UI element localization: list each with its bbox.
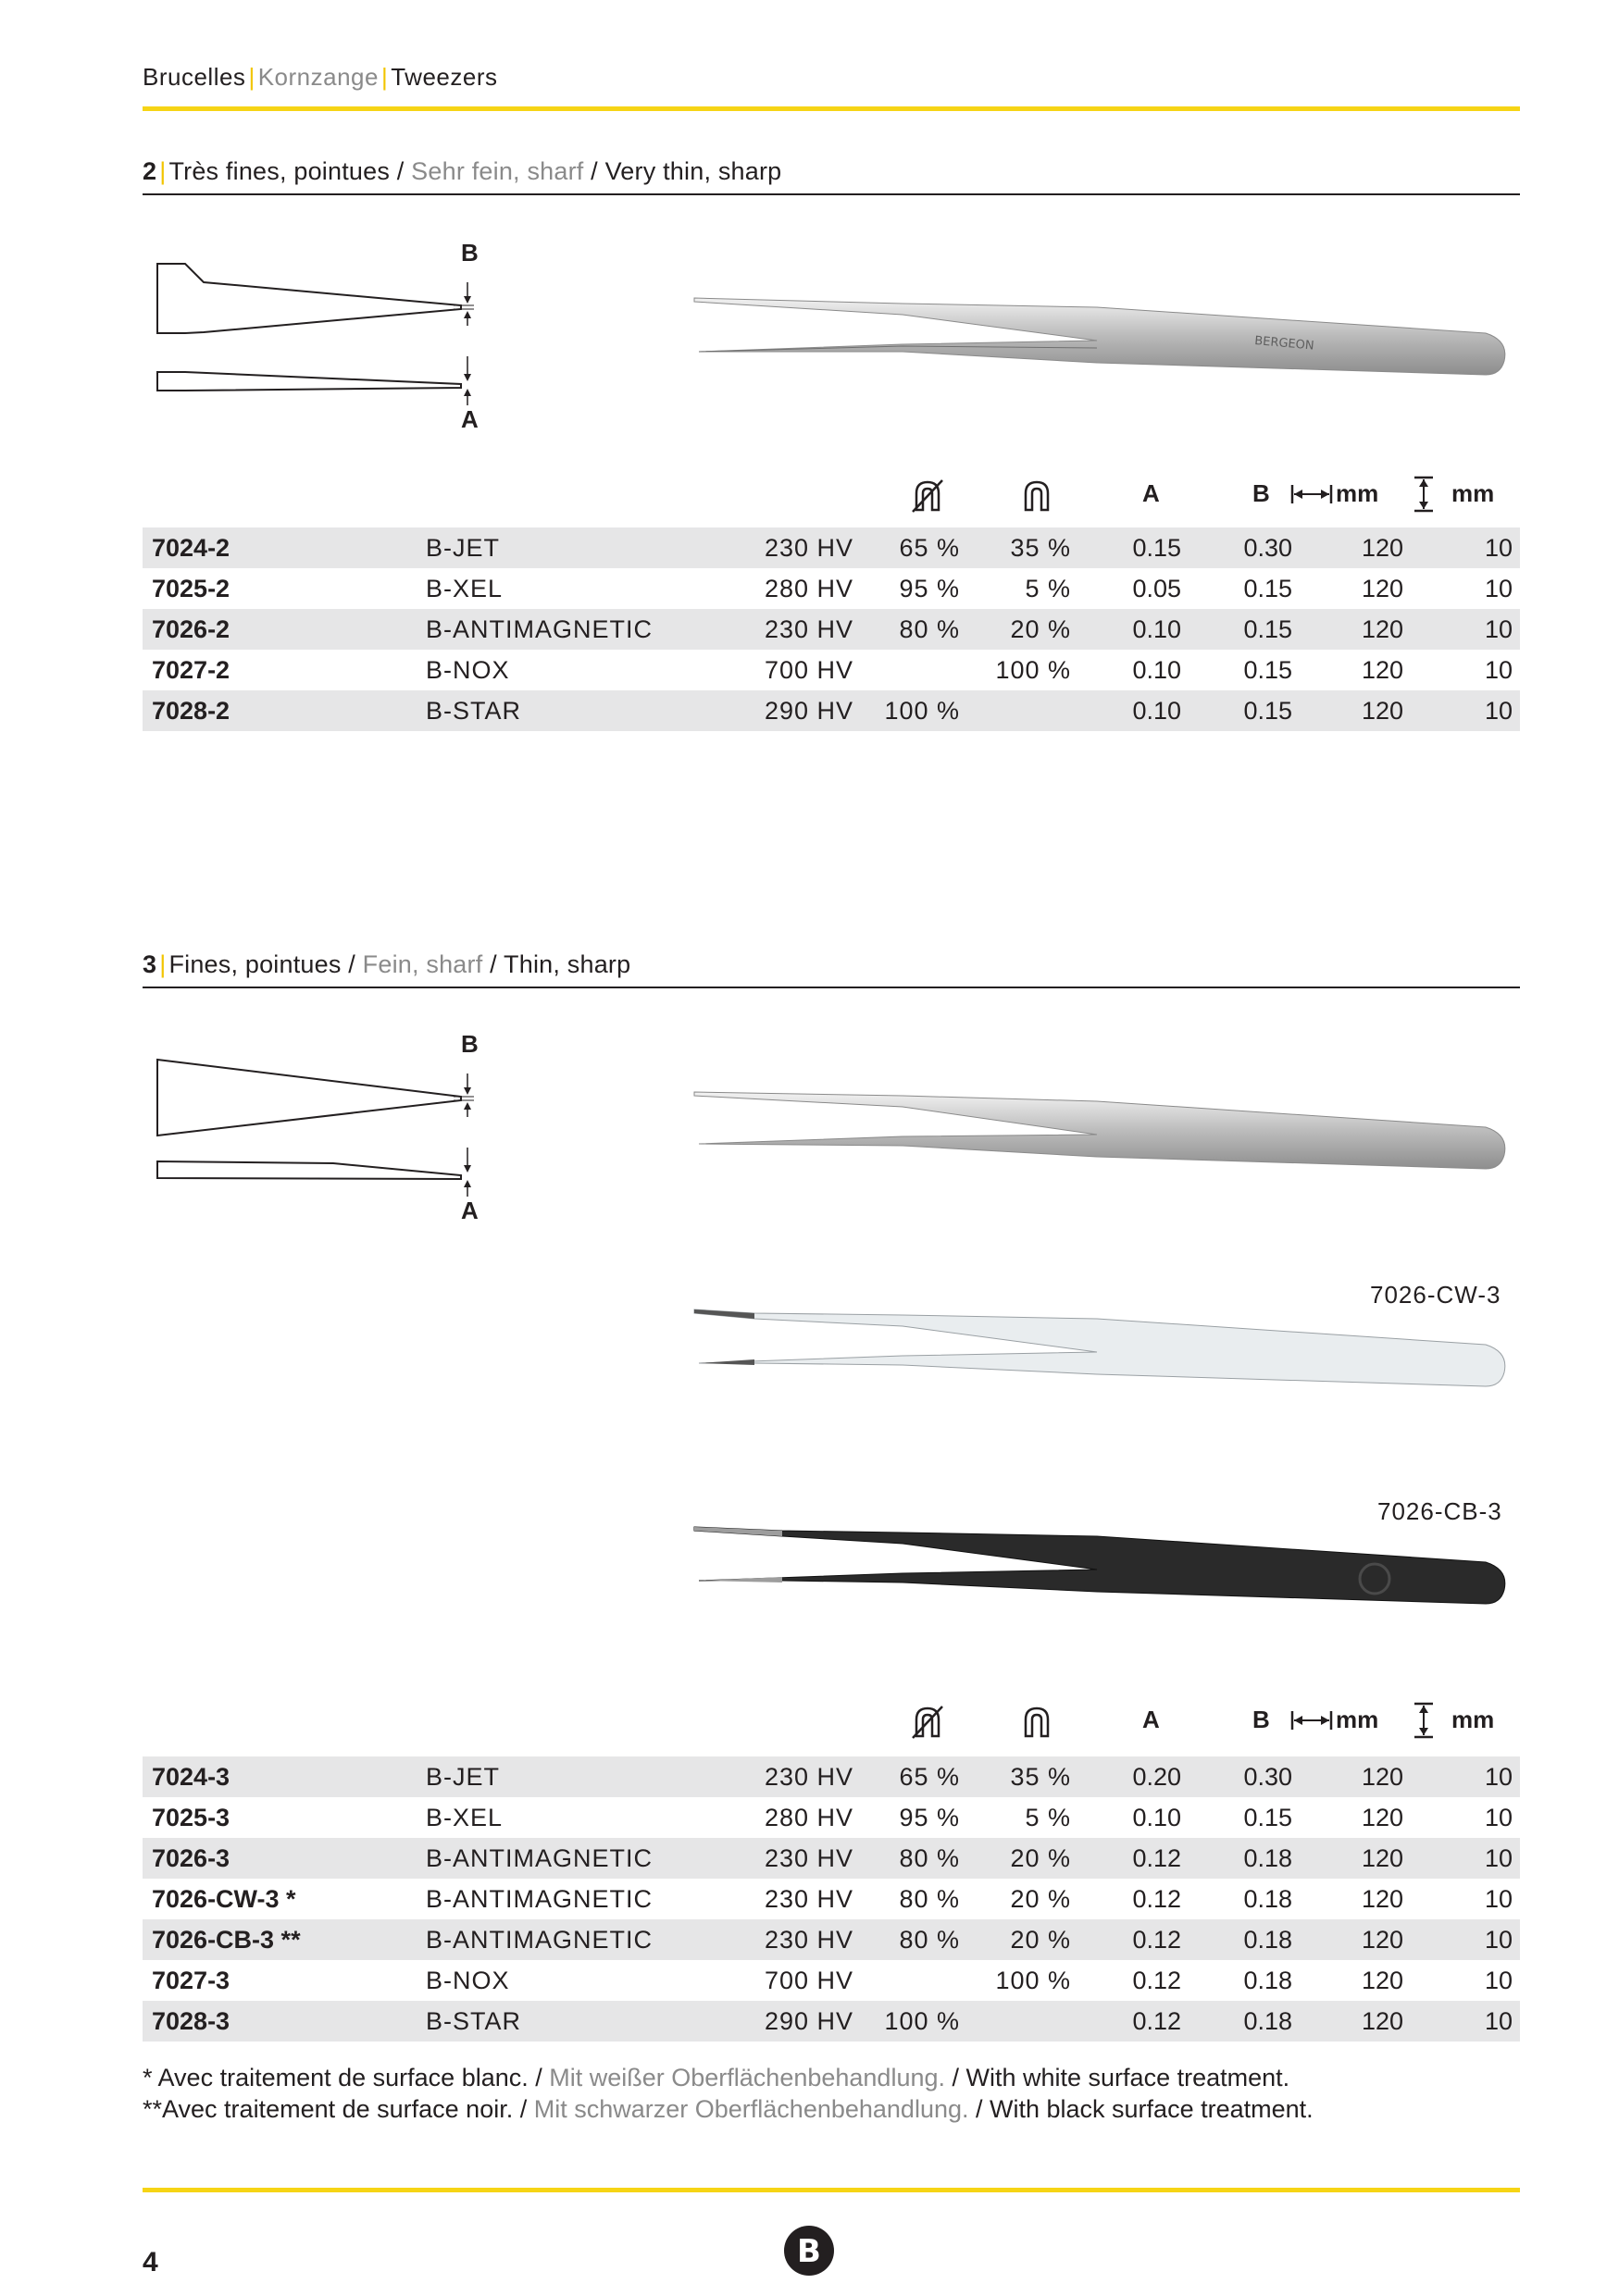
cell-nonmagnetic: 80 % bbox=[899, 1844, 960, 1872]
footnote-de: Mit weißer Oberflächenbehandlung. bbox=[549, 2064, 945, 2091]
section2-label-a: A bbox=[461, 405, 479, 433]
cell-code: 7026-2 bbox=[152, 615, 230, 643]
cell-name: B-JET bbox=[426, 534, 501, 562]
cell-length: 120 bbox=[1361, 1844, 1403, 1872]
cell-b: 0.15 bbox=[1243, 1804, 1292, 1831]
col-header-a: A bbox=[1142, 479, 1160, 507]
cell-hardness: 280 HV bbox=[764, 1804, 853, 1831]
cell-width: 10 bbox=[1484, 697, 1513, 725]
cell-a: 0.12 bbox=[1132, 2007, 1181, 2035]
cell-code: 7024-2 bbox=[152, 534, 230, 562]
section3-tweezer-image bbox=[690, 1081, 1523, 1183]
section2-label-b: B bbox=[461, 239, 479, 267]
cell-hardness: 230 HV bbox=[764, 1885, 853, 1913]
section2-title: 2 | Très fines, pointues / Sehr fein, sharf / Very thin, sharp bbox=[143, 157, 782, 185]
section3-label-a: A bbox=[461, 1197, 479, 1224]
cell-length: 120 bbox=[1361, 1967, 1403, 1994]
cell-name: B-ANTIMAGNETIC bbox=[426, 1926, 654, 1954]
section3-label-b: B bbox=[461, 1030, 479, 1058]
cell-magnetic: 20 % bbox=[1010, 1885, 1071, 1913]
table-row bbox=[143, 527, 1520, 568]
cell-hardness: 230 HV bbox=[764, 1763, 853, 1791]
cell-name: B-NOX bbox=[426, 1967, 510, 1994]
cell-a: 0.10 bbox=[1132, 615, 1181, 643]
table-row bbox=[143, 1960, 1520, 2001]
table-row bbox=[143, 1838, 1520, 1879]
cell-hardness: 700 HV bbox=[764, 656, 853, 684]
cell-nonmagnetic: 65 % bbox=[899, 534, 960, 562]
footnote-fr: Avec traitement de surface noir. / bbox=[162, 2095, 534, 2123]
footnote-white bbox=[143, 2064, 1289, 2092]
cell-nonmagnetic: 80 % bbox=[899, 1885, 960, 1913]
footnote-fr: Avec traitement de surface blanc. / bbox=[157, 2064, 550, 2091]
cell-code: 7025-3 bbox=[152, 1804, 230, 1831]
cell-hardness: 230 HV bbox=[764, 1926, 853, 1954]
col-header-len-unit: mm bbox=[1336, 479, 1379, 507]
magnet-icon bbox=[1018, 477, 1055, 514]
cell-code: 7027-3 bbox=[152, 1967, 230, 1994]
brand-logo-icon bbox=[783, 2225, 835, 2277]
section2-tweezer-image bbox=[690, 287, 1523, 389]
cell-length: 120 bbox=[1361, 1926, 1403, 1954]
page-number: 4 bbox=[143, 2247, 158, 2277]
cell-magnetic: 5 % bbox=[1025, 1804, 1071, 1831]
table-row bbox=[143, 568, 1520, 609]
cell-code: 7028-2 bbox=[152, 697, 230, 725]
section3-rule bbox=[143, 987, 1520, 988]
footnote-black bbox=[143, 2095, 1314, 2124]
cell-b: 0.18 bbox=[1243, 2007, 1292, 2035]
section3-title-fr: Fines, pointues bbox=[168, 950, 342, 978]
footnote-en: / With white surface treatment. bbox=[945, 2064, 1290, 2091]
section3-title-en: Thin, sharp bbox=[504, 950, 631, 978]
cell-a: 0.15 bbox=[1132, 534, 1181, 562]
cell-name: B-ANTIMAGNETIC bbox=[426, 615, 654, 643]
section3-table bbox=[143, 1756, 1520, 2042]
cell-length: 120 bbox=[1361, 697, 1403, 725]
cell-magnetic: 35 % bbox=[1010, 534, 1071, 562]
cell-length: 120 bbox=[1361, 2007, 1403, 2035]
cell-nonmagnetic: 95 % bbox=[899, 575, 960, 602]
cell-magnetic: 5 % bbox=[1025, 575, 1071, 602]
black-tweezer-image bbox=[690, 1516, 1523, 1618]
cell-magnetic: 100 % bbox=[995, 1967, 1071, 1994]
table-row bbox=[143, 2001, 1520, 2042]
section3-number: 3 bbox=[143, 950, 157, 978]
cell-width: 10 bbox=[1484, 1967, 1513, 1994]
cell-b: 0.15 bbox=[1243, 575, 1292, 602]
table-row bbox=[143, 1756, 1520, 1797]
running-header: Brucelles | Kornzange | Tweezers bbox=[143, 63, 498, 91]
table-row bbox=[143, 650, 1520, 690]
width-arrow-icon bbox=[1413, 476, 1435, 513]
cell-b: 0.18 bbox=[1243, 1885, 1292, 1913]
section2-number: 2 bbox=[143, 157, 157, 185]
cell-hardness: 230 HV bbox=[764, 534, 853, 562]
cell-name: B-JET bbox=[426, 1763, 501, 1791]
col-header-b: B bbox=[1252, 1706, 1270, 1733]
cell-b: 0.18 bbox=[1243, 1844, 1292, 1872]
cell-a: 0.12 bbox=[1132, 1885, 1181, 1913]
cell-a: 0.20 bbox=[1132, 1763, 1181, 1791]
cell-width: 10 bbox=[1484, 1804, 1513, 1831]
svg-text:B: B bbox=[797, 2233, 821, 2270]
cell-nonmagnetic: 80 % bbox=[899, 615, 960, 643]
cell-length: 120 bbox=[1361, 534, 1403, 562]
cell-width: 10 bbox=[1484, 656, 1513, 684]
cell-b: 0.18 bbox=[1243, 1926, 1292, 1954]
nonmagnetic-icon bbox=[909, 477, 946, 514]
cell-name: B-STAR bbox=[426, 697, 522, 725]
nonmagnetic-icon bbox=[909, 1703, 946, 1740]
section2-rule bbox=[143, 193, 1520, 195]
col-header-b: B bbox=[1252, 479, 1270, 507]
width-arrow-icon bbox=[1413, 1702, 1435, 1739]
cell-code: 7026-CB-3 ** bbox=[152, 1926, 301, 1954]
caption-cb: 7026-CB-3 bbox=[1377, 1497, 1502, 1525]
header-yellow-rule bbox=[143, 106, 1520, 111]
cell-magnetic: 100 % bbox=[995, 656, 1071, 684]
footer-yellow-rule bbox=[143, 2188, 1520, 2192]
cell-name: B-ANTIMAGNETIC bbox=[426, 1885, 654, 1913]
magnet-icon bbox=[1018, 1703, 1055, 1740]
cell-a: 0.10 bbox=[1132, 656, 1181, 684]
brand-engraving: BERGEON bbox=[1253, 334, 1315, 354]
cell-b: 0.15 bbox=[1243, 656, 1292, 684]
cell-b: 0.18 bbox=[1243, 1967, 1292, 1994]
cell-b: 0.30 bbox=[1243, 534, 1292, 562]
cell-length: 120 bbox=[1361, 656, 1403, 684]
cell-name: B-ANTIMAGNETIC bbox=[426, 1844, 654, 1872]
section3-tip-diagram bbox=[148, 1032, 500, 1235]
cell-width: 10 bbox=[1484, 1844, 1513, 1872]
cell-length: 120 bbox=[1361, 1804, 1403, 1831]
cell-width: 10 bbox=[1484, 534, 1513, 562]
header-fr: Brucelles bbox=[143, 63, 246, 91]
cell-name: B-XEL bbox=[426, 1804, 504, 1831]
cell-width: 10 bbox=[1484, 575, 1513, 602]
cell-nonmagnetic: 100 % bbox=[884, 697, 960, 725]
cell-width: 10 bbox=[1484, 1885, 1513, 1913]
section2-table bbox=[143, 527, 1520, 731]
col-header-w-unit: mm bbox=[1451, 479, 1495, 507]
section2-title-en: Very thin, sharp bbox=[604, 157, 782, 185]
col-header-w-unit: mm bbox=[1451, 1706, 1495, 1733]
cell-b: 0.15 bbox=[1243, 697, 1292, 725]
section2-title-fr: Très fines, pointues bbox=[168, 157, 391, 185]
header-de: Kornzange bbox=[257, 63, 379, 91]
section3-title-de: Fein, sharf bbox=[362, 950, 483, 978]
cell-length: 120 bbox=[1361, 575, 1403, 602]
cell-b: 0.30 bbox=[1243, 1763, 1292, 1791]
cell-a: 0.12 bbox=[1132, 1967, 1181, 1994]
footnote-de: Mit schwarzer Oberflächenbehandlung. bbox=[533, 2095, 969, 2123]
table-row bbox=[143, 1797, 1520, 1838]
cell-code: 7028-3 bbox=[152, 2007, 230, 2035]
cell-hardness: 290 HV bbox=[764, 697, 853, 725]
cell-width: 10 bbox=[1484, 1763, 1513, 1791]
cell-a: 0.10 bbox=[1132, 697, 1181, 725]
cell-code: 7026-CW-3 * bbox=[152, 1885, 296, 1913]
caption-cw: 7026-CW-3 bbox=[1370, 1281, 1501, 1309]
cell-a: 0.10 bbox=[1132, 1804, 1181, 1831]
cell-a: 0.05 bbox=[1132, 575, 1181, 602]
cell-magnetic: 35 % bbox=[1010, 1763, 1071, 1791]
col-header-len-unit: mm bbox=[1336, 1706, 1379, 1733]
cell-nonmagnetic: 80 % bbox=[899, 1926, 960, 1954]
cell-hardness: 280 HV bbox=[764, 575, 853, 602]
cell-code: 7024-3 bbox=[152, 1763, 230, 1791]
cell-code: 7025-2 bbox=[152, 575, 230, 602]
cell-code: 7026-3 bbox=[152, 1844, 230, 1872]
footnote-en: / With black surface treatment. bbox=[968, 2095, 1314, 2123]
cell-width: 10 bbox=[1484, 615, 1513, 643]
cell-hardness: 230 HV bbox=[764, 1844, 853, 1872]
cell-nonmagnetic: 100 % bbox=[884, 2007, 960, 2035]
length-arrow-icon bbox=[1290, 483, 1333, 505]
cell-a: 0.12 bbox=[1132, 1926, 1181, 1954]
table-row bbox=[143, 690, 1520, 731]
footnote-marker: ** bbox=[143, 2095, 163, 2123]
cell-width: 10 bbox=[1484, 2007, 1513, 2035]
section2-title-de: Sehr fein, sharf bbox=[411, 157, 584, 185]
section3-title: 3 | Fines, pointues / Fein, sharf / Thin, sharp bbox=[143, 950, 631, 978]
length-arrow-icon bbox=[1290, 1709, 1333, 1731]
cell-length: 120 bbox=[1361, 1885, 1403, 1913]
footnote-marker: * bbox=[143, 2064, 158, 2091]
table-row bbox=[143, 1919, 1520, 1960]
cell-code: 7027-2 bbox=[152, 656, 230, 684]
cell-name: B-NOX bbox=[426, 656, 510, 684]
white-tweezer-image bbox=[690, 1298, 1523, 1400]
table-row bbox=[143, 1879, 1520, 1919]
header-en: Tweezers bbox=[391, 63, 498, 91]
cell-nonmagnetic: 95 % bbox=[899, 1804, 960, 1831]
cell-magnetic: 20 % bbox=[1010, 1844, 1071, 1872]
cell-magnetic: 20 % bbox=[1010, 615, 1071, 643]
cell-length: 120 bbox=[1361, 1763, 1403, 1791]
cell-magnetic: 20 % bbox=[1010, 1926, 1071, 1954]
section2-tip-diagram bbox=[148, 241, 500, 444]
cell-width: 10 bbox=[1484, 1926, 1513, 1954]
cell-a: 0.12 bbox=[1132, 1844, 1181, 1872]
cell-hardness: 290 HV bbox=[764, 2007, 853, 2035]
cell-name: B-XEL bbox=[426, 575, 504, 602]
cell-hardness: 230 HV bbox=[764, 615, 853, 643]
cell-b: 0.15 bbox=[1243, 615, 1292, 643]
cell-nonmagnetic: 65 % bbox=[899, 1763, 960, 1791]
cell-length: 120 bbox=[1361, 615, 1403, 643]
cell-name: B-STAR bbox=[426, 2007, 522, 2035]
col-header-a: A bbox=[1142, 1706, 1160, 1733]
cell-hardness: 700 HV bbox=[764, 1967, 853, 1994]
table-row bbox=[143, 609, 1520, 650]
